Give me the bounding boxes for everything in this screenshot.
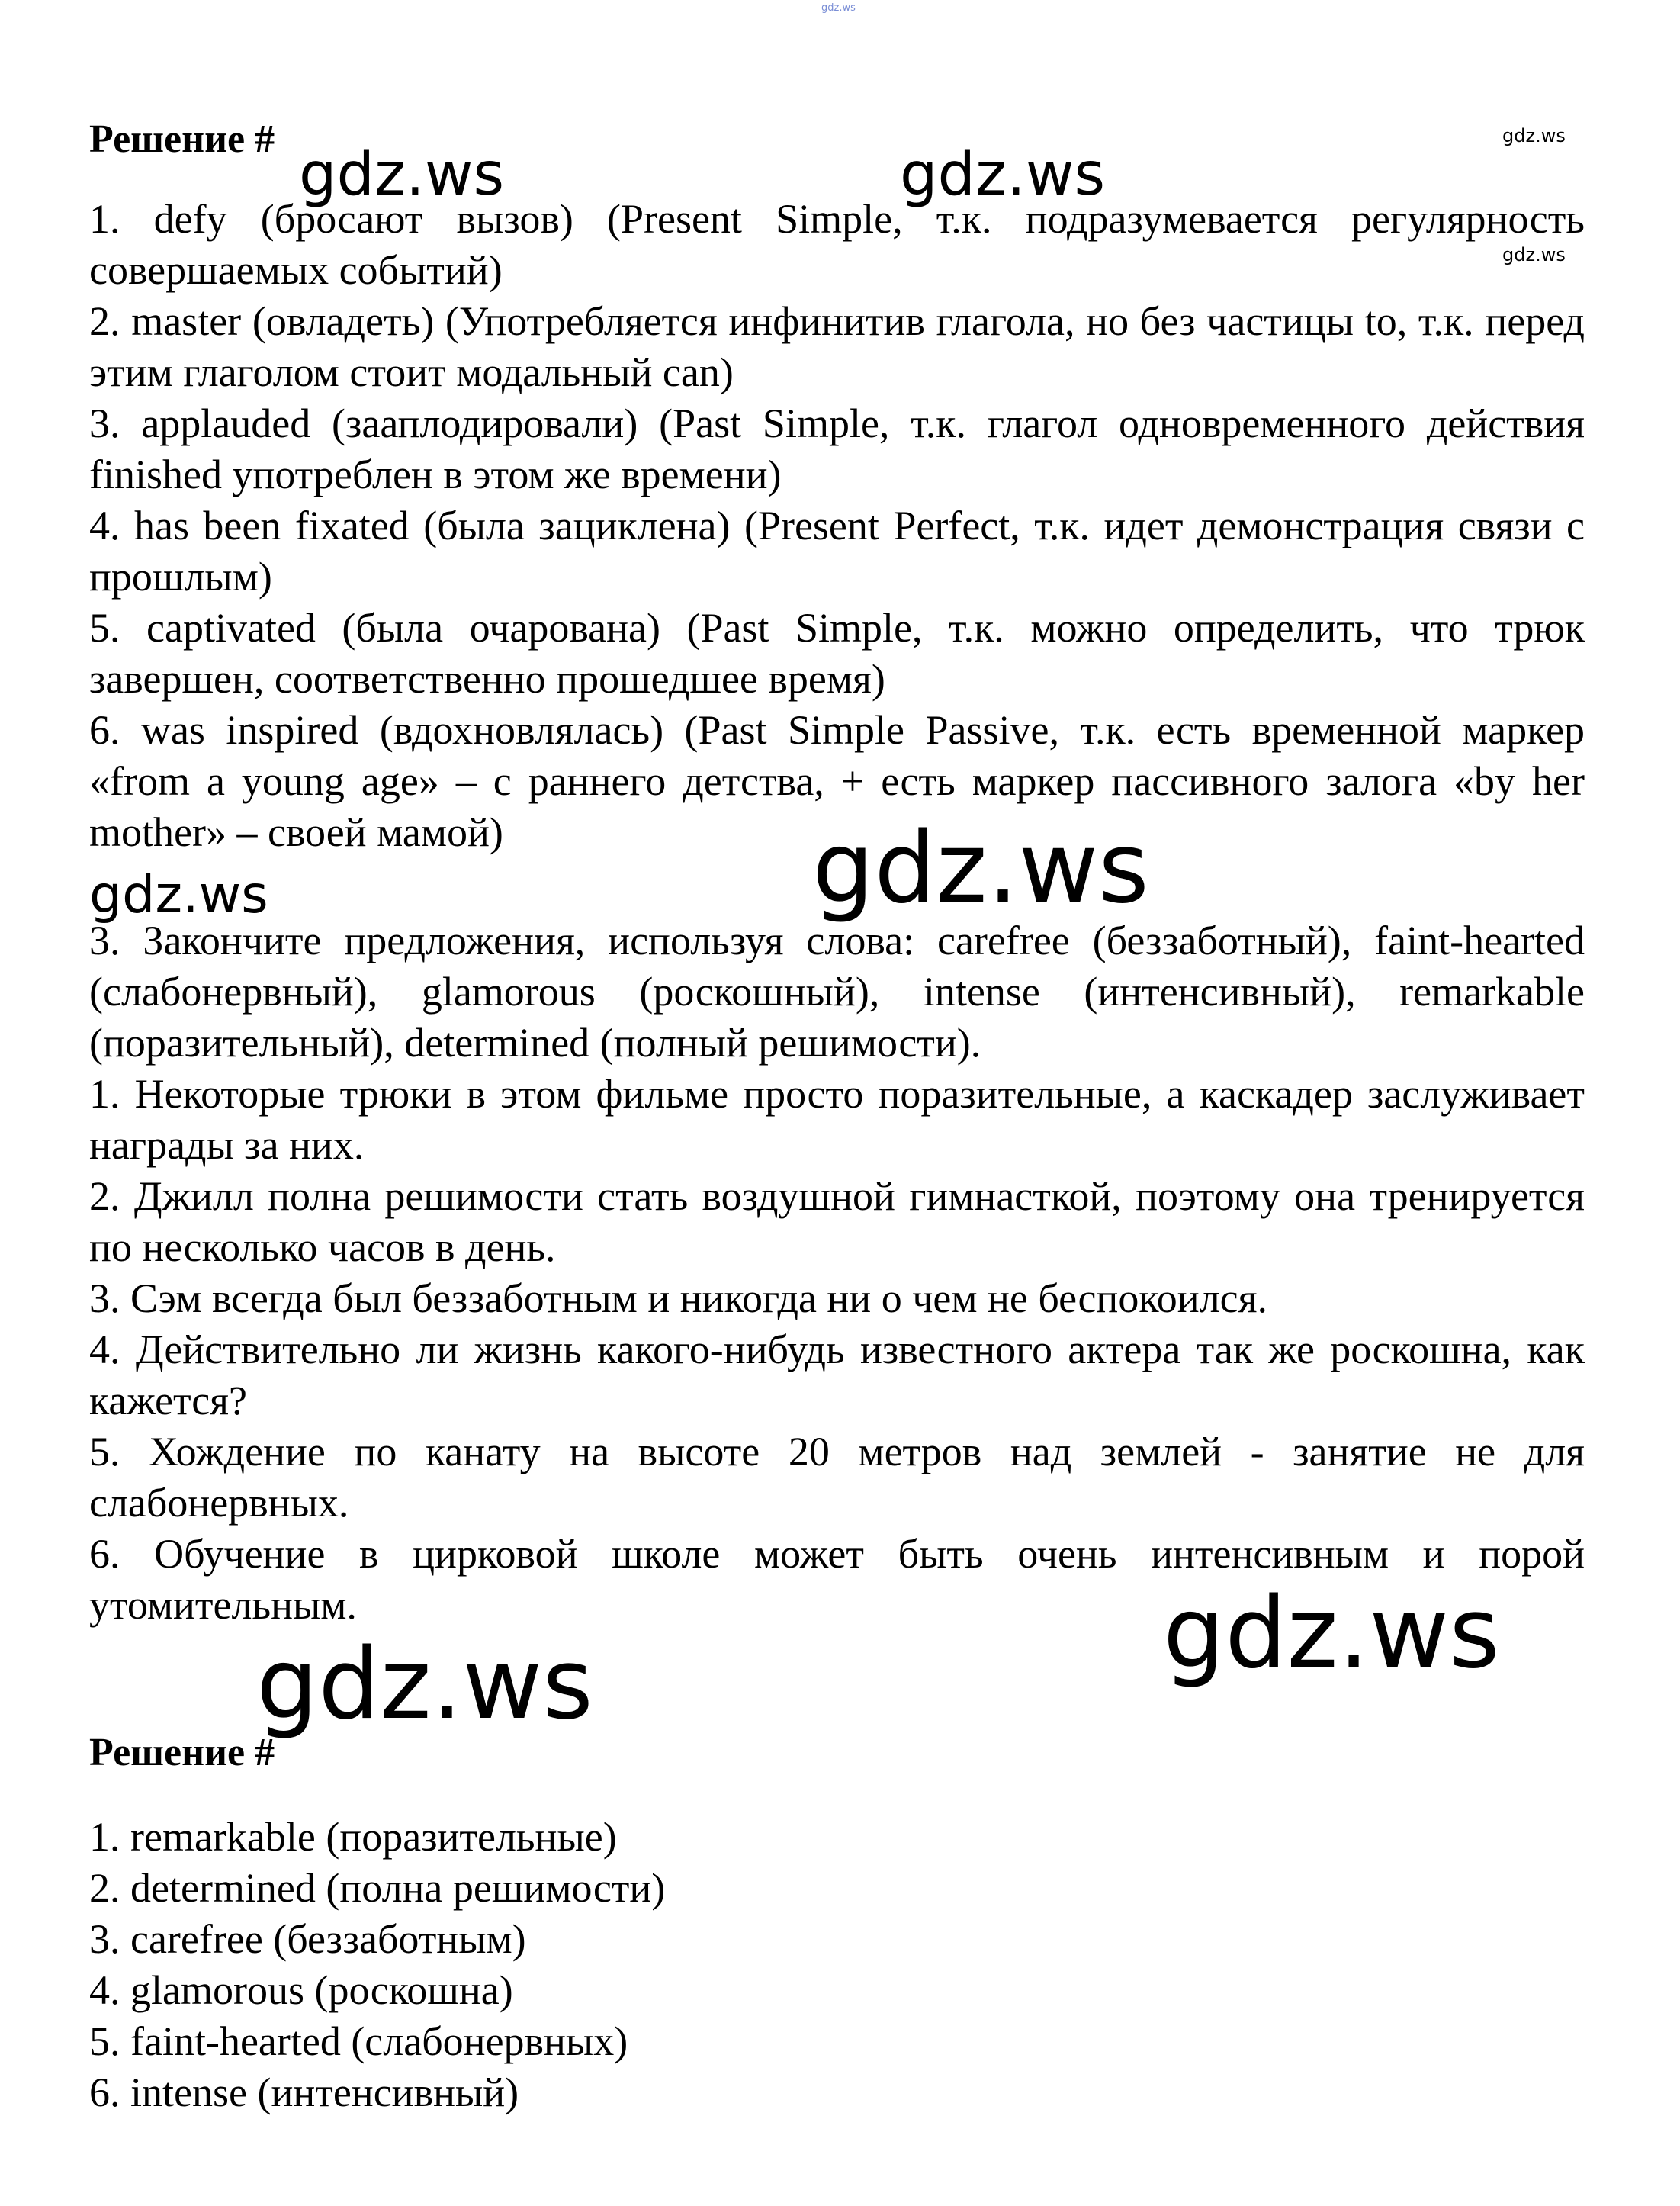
watermark: gdz.ws [299, 140, 505, 209]
answer-item: 5. captivated (была очарована) (Past Simple, т.к. можно определить, что трюк завершен, соответственно прошедшее время) [89, 605, 1585, 702]
solution-section-1 [89, 114, 1585, 858]
watermark: gdz.ws [1502, 244, 1566, 265]
solution-section-2 [89, 1728, 1585, 2118]
task-instructions: 3. Закончите предложения, используя слова: carefree (беззаботный), faint-hearted (слабонервный), glamorous (роскошный), intense (интенсивный), remarkable (поразительный), determined (полный решимости). [89, 918, 1585, 1066]
answer-item: 3. carefree (беззаботным) [89, 1916, 526, 1962]
watermark: gdz.ws [812, 812, 1149, 925]
answer-item: 4. has been fixated (была зациклена) (Present Perfect, т.к. идет демонстрация связи с прошлым) [89, 503, 1585, 600]
answer-item: 4. glamorous (роскошна) [89, 1967, 513, 2013]
answer-item: 6. intense (интенсивный) [89, 2069, 519, 2115]
answer-item: 2. determined (полна решимости) [89, 1865, 666, 1911]
answer-item: 1. remarkable (поразительные) [89, 1814, 617, 1860]
task-sentence: 1. Некоторые трюки в этом фильме просто поразительные, а каскадер заслуживает награды за них. [89, 1071, 1585, 1168]
answer-item: 5. faint-hearted (слабонервных) [89, 2018, 628, 2064]
answer-item: 3. applauded (зааплодировали) (Past Simple, т.к. глагол одновременного действия finished употреблен в этом же времени) [89, 400, 1585, 497]
task-sentence: 5. Хождение по канату на высоте 20 метров над землей - занятие не для слабонервных. [89, 1429, 1585, 1526]
watermark: gdz.ws [1163, 1577, 1500, 1690]
watermark: gdz.ws [89, 865, 268, 925]
task-3-section [89, 915, 1585, 1631]
watermark: gdz.ws [1502, 125, 1566, 146]
answer-item: 1. defy (бросают вызов) (Present Simple, т.к. подразумевается регулярность совершаемых событий) [89, 196, 1585, 293]
answer-item: 6. was inspired (вдохновлялась) (Past Simple Passive, т.к. есть временной маркер «from a young age» – с раннего детства, + есть маркер пассивного залога «by her mother» – своей мамой) [89, 707, 1585, 855]
solution-heading: Решение # [89, 1731, 275, 1774]
task-sentence: 2. Джилл полна решимости стать воздушной гимнасткой, поэтому она тренируется по несколько часов в день. [89, 1173, 1585, 1270]
task-sentence: 4. Действительно ли жизнь какого-нибудь известного актера так же роскошна, как кажется? [89, 1326, 1585, 1423]
answer-item: 2. master (овладеть) (Употребляется инфинитив глагола, но без частицы to, т.к. перед этим глаголом стоит модальный can) [89, 298, 1585, 395]
task-sentence: 6. Обучение в цирковой школе может быть очень интенсивным и порой утомительным. [89, 1531, 1585, 1628]
task-sentence: 3. Сэм всегда был беззаботным и никогда ни о чем не беспокоился. [89, 1275, 1267, 1321]
watermark: gdz.ws [821, 2, 856, 14]
solution-heading: Решение # [89, 117, 275, 161]
watermark: gdz.ws [256, 1628, 593, 1741]
watermark: gdz.ws [900, 140, 1106, 209]
